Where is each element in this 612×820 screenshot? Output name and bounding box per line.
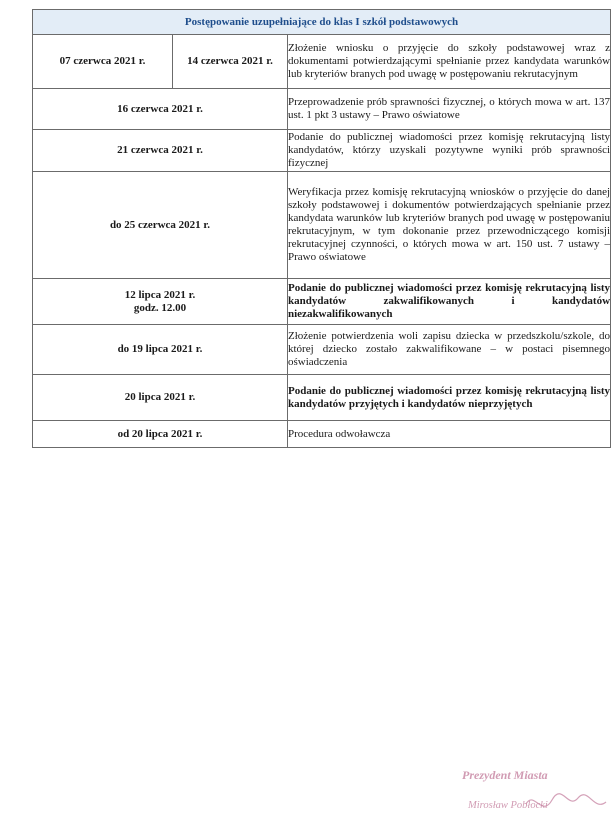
- date-start-cell: 07 czerwca 2021 r.: [33, 35, 173, 89]
- table-title-row: [33, 10, 611, 35]
- table-row: [33, 172, 611, 279]
- date-cell: 21 czerwca 2021 r.: [33, 130, 288, 172]
- signature-title: Prezydent Miasta: [462, 768, 548, 782]
- signature-name: Mirosław Pobłocki: [468, 800, 548, 811]
- date-cell: do 19 lipca 2021 r.: [33, 325, 288, 375]
- table-row: [33, 35, 611, 89]
- signature-stamp: [456, 760, 612, 820]
- date-text: 12 lipca 2021 r.: [124, 288, 196, 301]
- table-row: [33, 325, 611, 375]
- table-row: [33, 89, 611, 130]
- date-cell: od 20 lipca 2021 r.: [33, 421, 288, 448]
- date-end-cell: 14 czerwca 2021 r.: [173, 35, 288, 89]
- date-cell: [33, 279, 288, 325]
- date-cell: do 25 czerwca 2021 r.: [33, 172, 288, 279]
- table-row: [33, 421, 611, 448]
- description-cell: Podanie do publicznej wiadomości przez komisję rekrutacyjną listy kandydatów zakwalifikowanych i kandydatów niezakwalifikowanych: [288, 279, 611, 325]
- date-cell: 16 czerwca 2021 r.: [33, 89, 288, 130]
- time-text: godz. 12.00: [133, 301, 187, 314]
- description-cell: Weryfikacja przez komisję rekrutacyjną wniosków o przyjęcie do danej szkoły podstawowej i dokumentów potwierdzających spełnianie przez kandydata warunków lub kryteriów branych pod uwagę w postępowaniu rekrutacyjnym, w tym dokonanie przez przewodniczącego komisji rekrutacyjnej czynności, o których mowa w art. 150 ust. 7 ustawy – Prawo oświatowe: [288, 172, 611, 279]
- description-cell: Przeprowadzenie prób sprawności fizycznej, o których mowa w art. 137 ust. 1 pkt 3 ustawy – Prawo oświatowe: [288, 89, 611, 130]
- table-row: [33, 279, 611, 325]
- description-cell: Złożenie potwierdzenia woli zapisu dziecka w przedszkolu/szkole, do której dziecko zostało zakwalifikowane – w postaci pisemnego oświadczenia: [288, 325, 611, 375]
- description-cell: Złożenie wniosku o przyjęcie do szkoły podstawowej wraz z dokumentami potwierdzającymi spełnianie przez kandydata warunków lub kryteriów branych pod uwagę w postępowaniu rekrutacyjnym: [288, 35, 611, 89]
- table-title: Postępowanie uzupełniające do klas I szkół podstawowych: [33, 10, 611, 35]
- table-row: [33, 130, 611, 172]
- recruitment-schedule-table: [32, 9, 611, 448]
- table-row: [33, 375, 611, 421]
- description-cell: Podanie do publicznej wiadomości przez komisję rekrutacyjną listy kandydatów, którzy uzyskali pozytywne wyniki prób sprawności fizycznej: [288, 130, 611, 172]
- description-cell: Podanie do publicznej wiadomości przez komisję rekrutacyjną listy kandydatów przyjętych i kandydatów nieprzyjętych: [288, 375, 611, 421]
- description-cell: Procedura odwoławcza: [288, 421, 611, 448]
- date-cell: 20 lipca 2021 r.: [33, 375, 288, 421]
